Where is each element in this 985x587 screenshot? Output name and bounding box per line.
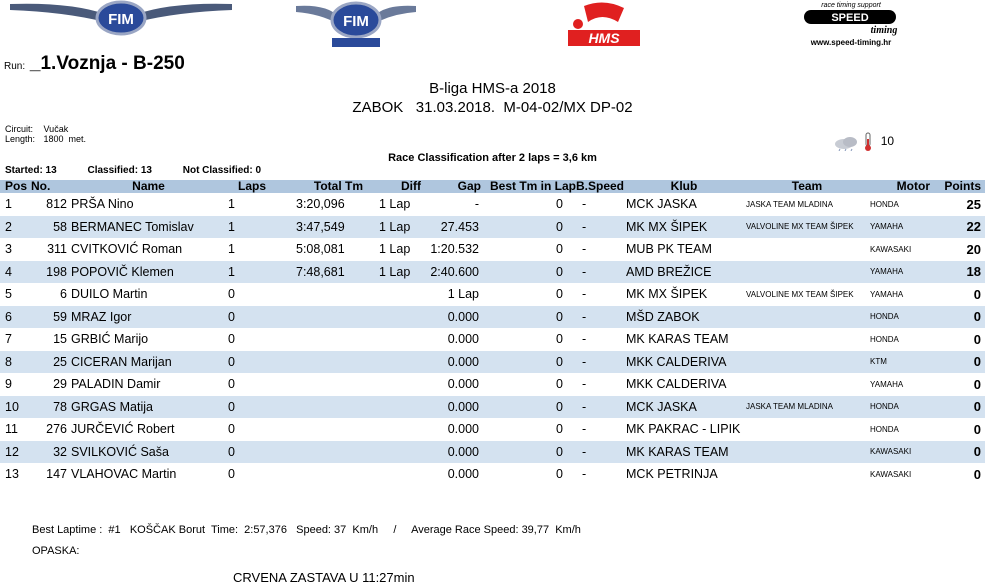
thermometer-icon bbox=[863, 132, 873, 152]
klub-cell: MK MX ŠIPEK bbox=[626, 287, 708, 302]
red-flag-note: CRVENA ZASTAVA U 11:27min bbox=[233, 570, 415, 585]
bspeed-cell: - bbox=[576, 261, 624, 284]
klub-cell: MKK CALDERIVA bbox=[626, 377, 727, 392]
table-row bbox=[0, 238, 985, 261]
total-time-cell bbox=[278, 418, 363, 441]
total-time-cell bbox=[278, 441, 363, 464]
laps-cell: 0 bbox=[228, 377, 235, 392]
laps-cell: 1 bbox=[226, 261, 278, 284]
number-cell: 147 bbox=[46, 467, 67, 482]
pos-cell: 6 bbox=[0, 306, 31, 329]
gap-cell: 0.000 bbox=[447, 422, 479, 437]
team-cell bbox=[744, 463, 870, 486]
best-lap-cell: 0 bbox=[481, 441, 576, 464]
length-value: 1800 met. bbox=[43, 134, 87, 144]
bspeed-cell: - bbox=[582, 242, 587, 257]
name-cell: VLAHOVAC Martin bbox=[71, 467, 177, 482]
col-points: Points bbox=[930, 180, 985, 193]
laps-cell: 1 bbox=[228, 242, 235, 257]
total-time-cell bbox=[278, 283, 363, 306]
number-cell: 15 bbox=[53, 332, 67, 347]
pos-cell: 11 bbox=[5, 422, 18, 437]
motor-cell: KAWASAKI bbox=[870, 469, 912, 479]
best-lap-cell: 0 bbox=[556, 242, 563, 257]
number-cell: 32 bbox=[31, 441, 71, 464]
table-row bbox=[0, 441, 985, 464]
motor-cell: YAMAHA bbox=[870, 261, 930, 284]
best-lap-cell: 0 bbox=[556, 197, 563, 212]
col-team: Team bbox=[744, 180, 870, 193]
bspeed-cell: - bbox=[582, 332, 587, 347]
col-name: Name bbox=[71, 180, 226, 193]
points-cell: 0 bbox=[930, 306, 985, 329]
klub-cell: MKK CALDERIVA bbox=[624, 351, 744, 374]
bspeed-cell: - bbox=[582, 287, 587, 302]
col-no: No. bbox=[31, 180, 71, 193]
svg-text:FIM: FIM bbox=[343, 13, 369, 30]
name-cell: POPOVIČ Klemen bbox=[71, 261, 226, 284]
event-title: B-liga HMS-a 2018 bbox=[429, 80, 556, 97]
klub-cell: MŠD ZABOK bbox=[624, 306, 744, 329]
motor-cell: KAWASAKI bbox=[870, 441, 930, 464]
team-cell: VALVOLINE MX TEAM ŠIPEK bbox=[744, 216, 870, 239]
diff-cell bbox=[363, 418, 421, 441]
team-cell: JASKA TEAM MLADINA bbox=[744, 396, 870, 419]
gap-cell: 0.000 bbox=[421, 306, 481, 329]
name-cell: GRBIĆ Marijo bbox=[71, 332, 149, 347]
name-cell: BERMANEC Tomislav bbox=[71, 216, 226, 239]
svg-text:SPEED: SPEED bbox=[831, 12, 869, 24]
team-cell bbox=[744, 351, 870, 374]
points-cell: 0 bbox=[930, 396, 985, 419]
bspeed-cell: - bbox=[576, 351, 624, 374]
bspeed-cell: - bbox=[582, 422, 587, 437]
table-row bbox=[0, 396, 985, 419]
name-cell: PRŠA Nino bbox=[71, 197, 134, 212]
pos-cell: 4 bbox=[0, 261, 31, 284]
total-time-cell: 3:47,549 bbox=[278, 216, 363, 239]
best-laptime: Best Laptime : #1 KOŠČAK Borut Time: 2:57,376 Speed: 37 Km/h / Average Race Speed: 39,77 Km/h bbox=[32, 524, 581, 536]
team-cell: VALVOLINE MX TEAM ŠIPEK bbox=[746, 289, 854, 299]
total-time-cell bbox=[278, 351, 363, 374]
name-cell: CICERAN Marijan bbox=[71, 351, 226, 374]
results-table bbox=[0, 180, 985, 486]
best-lap-cell: 0 bbox=[556, 467, 563, 482]
points-cell: 0 bbox=[973, 286, 981, 302]
motor-cell: HONDA bbox=[870, 424, 899, 434]
team-cell bbox=[744, 441, 870, 464]
number-cell: 812 bbox=[46, 197, 67, 212]
not-classified-count: Not Classified: 0 bbox=[182, 165, 262, 176]
pos-cell: 5 bbox=[5, 287, 12, 302]
gap-cell: 1:20.532 bbox=[430, 242, 479, 257]
motor-cell: YAMAHA bbox=[870, 379, 904, 389]
points-cell: 0 bbox=[973, 466, 981, 482]
diff-cell: 1 Lap bbox=[379, 197, 411, 212]
circuit-value: Vučak bbox=[43, 124, 69, 134]
col-gap: Gap bbox=[421, 180, 481, 193]
gap-cell: 0.000 bbox=[447, 377, 479, 392]
run-value: _1.Voznja - B-250 bbox=[29, 53, 185, 74]
gap-cell: - bbox=[474, 197, 479, 212]
table-row bbox=[0, 418, 985, 441]
name-cell: GRGAS Matija bbox=[71, 396, 226, 419]
pos-cell: 13 bbox=[5, 467, 19, 482]
svg-text:race timing support: race timing support bbox=[821, 2, 881, 9]
pos-cell: 8 bbox=[0, 351, 31, 374]
bspeed-cell: - bbox=[582, 377, 587, 392]
bspeed-cell: - bbox=[576, 441, 624, 464]
diff-cell bbox=[363, 463, 421, 486]
col-total: Total Tm bbox=[278, 180, 363, 193]
pos-cell: 10 bbox=[0, 396, 31, 419]
pos-cell: 7 bbox=[5, 332, 12, 347]
classification-title: Race Classification after 2 laps = 3,6 km bbox=[388, 152, 597, 164]
diff-cell bbox=[363, 351, 421, 374]
name-cell: MRAZ Igor bbox=[71, 306, 226, 329]
points-cell: 0 bbox=[973, 421, 981, 437]
bspeed-cell: - bbox=[576, 396, 624, 419]
table-header-row bbox=[0, 180, 985, 193]
laps-cell: 0 bbox=[228, 467, 235, 482]
total-time-cell bbox=[278, 373, 363, 396]
number-cell: 78 bbox=[31, 396, 71, 419]
pos-cell: 2 bbox=[0, 216, 31, 239]
number-cell: 59 bbox=[31, 306, 71, 329]
col-best-lap: Best Tm in Lap bbox=[481, 180, 576, 193]
motor-cell: HONDA bbox=[870, 306, 930, 329]
table-row bbox=[0, 463, 985, 486]
table-row bbox=[0, 373, 985, 396]
diff-cell: 1 Lap bbox=[379, 242, 411, 257]
klub-cell: MK MX ŠIPEK bbox=[624, 216, 744, 239]
bspeed-cell: - bbox=[576, 216, 624, 239]
cloudy-icon bbox=[832, 133, 860, 151]
team-cell bbox=[744, 238, 870, 261]
diff-cell bbox=[363, 441, 421, 464]
temperature-value: 10 bbox=[880, 134, 895, 149]
total-time-cell bbox=[278, 306, 363, 329]
diff-cell bbox=[363, 328, 421, 351]
table-row bbox=[0, 351, 985, 374]
col-pos: Pos bbox=[0, 180, 31, 193]
gap-cell: 0.000 bbox=[447, 467, 479, 482]
fim-logo bbox=[10, 0, 232, 36]
total-time-cell: 5:08,081 bbox=[296, 242, 345, 257]
pos-cell: 9 bbox=[5, 377, 12, 392]
total-time-cell bbox=[278, 396, 363, 419]
klub-cell: MCK JASKA bbox=[626, 197, 697, 212]
gap-cell: 1 Lap bbox=[447, 287, 479, 302]
gap-cell: 0.000 bbox=[447, 332, 479, 347]
bspeed-cell: - bbox=[576, 306, 624, 329]
klub-cell: MCK JASKA bbox=[624, 396, 744, 419]
total-time-cell: 3:20,096 bbox=[296, 197, 345, 212]
points-cell: 20 bbox=[966, 241, 981, 257]
bspeed-cell: - bbox=[582, 197, 587, 212]
team-cell: JASKA TEAM MLADINA bbox=[746, 199, 833, 209]
motor-cell: HONDA bbox=[870, 396, 930, 419]
laps-cell: 0 bbox=[228, 332, 235, 347]
total-time-cell bbox=[278, 328, 363, 351]
number-cell: 25 bbox=[31, 351, 71, 374]
diff-cell: 1 Lap bbox=[363, 216, 421, 239]
team-cell bbox=[744, 261, 870, 284]
best-lap-cell: 0 bbox=[556, 287, 563, 302]
best-lap-cell: 0 bbox=[481, 261, 576, 284]
best-lap-cell: 0 bbox=[481, 396, 576, 419]
classified-count: Classified: 13 bbox=[87, 165, 152, 176]
number-cell: 29 bbox=[53, 377, 67, 392]
laps-cell: 0 bbox=[226, 306, 278, 329]
name-cell: JURČEVIĆ Robert bbox=[71, 422, 175, 437]
weather-info bbox=[832, 132, 894, 152]
name-cell: DUILO Martin bbox=[71, 287, 148, 302]
pos-cell: 12 bbox=[0, 441, 31, 464]
best-lap-cell: 0 bbox=[556, 422, 563, 437]
klub-cell: MUB PK TEAM bbox=[626, 242, 712, 257]
started-count: Started: 13 bbox=[5, 165, 57, 176]
gap-cell: 0.000 bbox=[421, 441, 481, 464]
opaska-label: OPASKA: bbox=[32, 545, 80, 557]
name-cell: SVILKOVIĆ Saša bbox=[71, 441, 226, 464]
laps-cell: 0 bbox=[226, 441, 278, 464]
table-row bbox=[0, 216, 985, 239]
gap-cell: 27.453 bbox=[421, 216, 481, 239]
motor-cell: HONDA bbox=[870, 199, 899, 209]
klub-cell: MK KARAS TEAM bbox=[624, 441, 744, 464]
number-cell: 198 bbox=[31, 261, 71, 284]
diff-cell bbox=[363, 396, 421, 419]
total-time-cell: 7:48,681 bbox=[278, 261, 363, 284]
table-row bbox=[0, 328, 985, 351]
svg-text:timing: timing bbox=[870, 25, 898, 36]
col-motor: Motor bbox=[870, 180, 930, 193]
logo-banner bbox=[0, 0, 985, 50]
table-row bbox=[0, 261, 985, 284]
diff-cell bbox=[363, 306, 421, 329]
motor-cell: KTM bbox=[870, 351, 930, 374]
best-lap-cell: 0 bbox=[481, 306, 576, 329]
total-time-cell bbox=[278, 463, 363, 486]
points-cell: 18 bbox=[930, 261, 985, 284]
points-cell: 0 bbox=[973, 376, 981, 392]
motor-cell: YAMAHA bbox=[870, 216, 930, 239]
bspeed-cell: - bbox=[582, 467, 587, 482]
number-cell: 311 bbox=[47, 242, 67, 257]
klub-cell: MCK PETRINJA bbox=[626, 467, 718, 482]
counts-summary bbox=[5, 165, 289, 176]
laps-cell: 1 bbox=[228, 197, 235, 212]
gap-cell: 0.000 bbox=[421, 396, 481, 419]
best-lap-cell: 0 bbox=[481, 216, 576, 239]
team-cell bbox=[744, 306, 870, 329]
event-subtitle: ZABOK 31.03.2018. M-04-02/MX DP-02 bbox=[352, 99, 633, 116]
col-bspeed: B.Speed bbox=[576, 180, 624, 193]
best-lap-cell: 0 bbox=[556, 377, 563, 392]
length-label: Length: bbox=[5, 134, 36, 144]
motor-cell: KAWASAKI bbox=[870, 244, 912, 254]
table-row bbox=[0, 193, 985, 216]
laps-cell: 0 bbox=[226, 396, 278, 419]
col-klub: Klub bbox=[624, 180, 744, 193]
name-cell: PALADIN Damir bbox=[71, 377, 161, 392]
fim-europe-logo bbox=[296, 0, 416, 48]
klub-cell: MK KARAS TEAM bbox=[626, 332, 729, 347]
points-cell: 25 bbox=[966, 196, 981, 212]
points-cell: 22 bbox=[930, 216, 985, 239]
pos-cell: 1 bbox=[5, 197, 12, 212]
svg-text:www.speed-timing.hr: www.speed-timing.hr bbox=[810, 38, 892, 47]
pos-cell: 3 bbox=[5, 242, 12, 257]
col-diff: Diff bbox=[363, 180, 421, 193]
col-laps: Laps bbox=[226, 180, 278, 193]
points-cell: 0 bbox=[973, 331, 981, 347]
team-cell bbox=[744, 373, 870, 396]
points-cell: 0 bbox=[930, 351, 985, 374]
laps-cell: 0 bbox=[226, 351, 278, 374]
klub-cell: AMD BREŽICE bbox=[624, 261, 744, 284]
diff-cell bbox=[363, 283, 421, 306]
gap-cell: 0.000 bbox=[421, 351, 481, 374]
hms-logo bbox=[566, 0, 642, 48]
best-lap-cell: 0 bbox=[556, 332, 563, 347]
speed-timing-logo bbox=[776, 0, 926, 48]
team-cell bbox=[744, 328, 870, 351]
diff-cell bbox=[363, 373, 421, 396]
team-cell bbox=[744, 418, 870, 441]
run-label: Run: bbox=[4, 61, 26, 72]
laps-cell: 0 bbox=[228, 287, 235, 302]
table-row bbox=[0, 283, 985, 306]
number-cell: 58 bbox=[31, 216, 71, 239]
motor-cell: YAMAHA bbox=[870, 289, 904, 299]
svg-text:FIM: FIM bbox=[108, 11, 134, 28]
table-row bbox=[0, 306, 985, 329]
best-lap-cell: 0 bbox=[481, 351, 576, 374]
circuit-label: Circuit: bbox=[5, 124, 34, 134]
klub-cell: MK PAKRAC - LIPIK bbox=[626, 422, 741, 437]
name-cell: CVITKOVIĆ Roman bbox=[71, 242, 183, 257]
laps-cell: 1 bbox=[226, 216, 278, 239]
laps-cell: 0 bbox=[228, 422, 235, 437]
run-title bbox=[4, 53, 185, 75]
circuit-info bbox=[5, 124, 86, 144]
diff-cell: 1 Lap bbox=[363, 261, 421, 284]
number-cell: 6 bbox=[60, 287, 67, 302]
points-cell: 0 bbox=[930, 441, 985, 464]
number-cell: 276 bbox=[46, 422, 67, 437]
svg-text:HMS: HMS bbox=[588, 30, 620, 46]
gap-cell: 2:40.600 bbox=[421, 261, 481, 284]
motor-cell: HONDA bbox=[870, 334, 899, 344]
